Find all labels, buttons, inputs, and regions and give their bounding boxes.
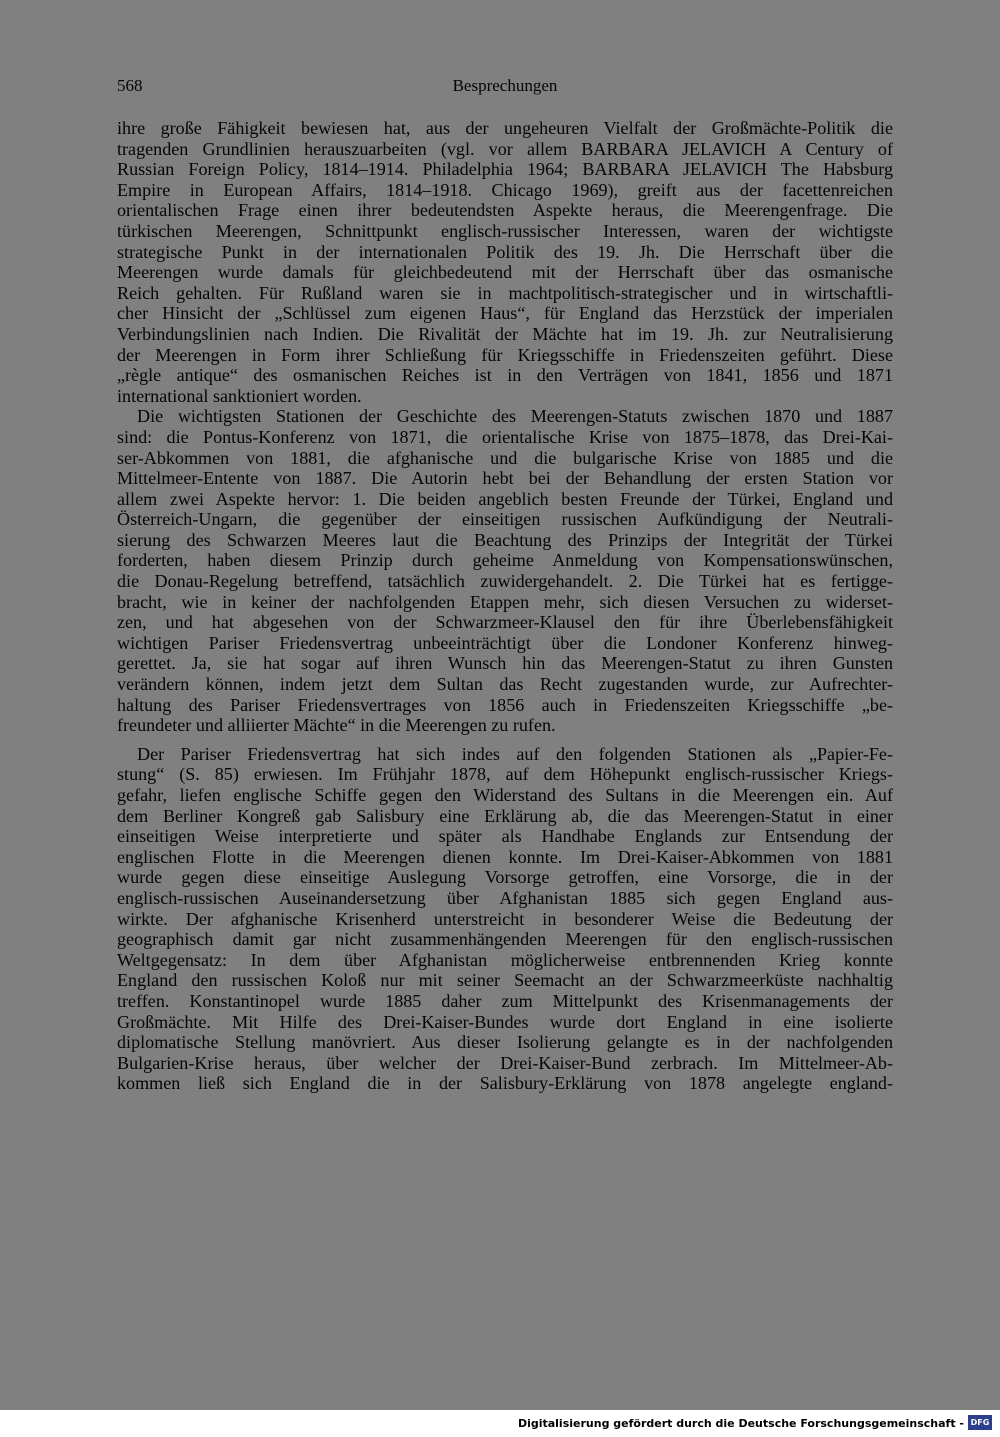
text-line: gefahr, liefen englische Schiffe gegen den Widerstand des Sultans in die Meerengen ein. Auf: [117, 785, 893, 805]
text-line: treffen. Konstantinopel wurde 1885 daher zum Mittelpunkt des Krisenmanagements der: [117, 990, 893, 1011]
footer-bar: [0, 1410, 1000, 1437]
text-line: zen, und hat abgesehen von der Schwarzmeer-Klausel den für ihre Überlebensfähigkeit: [117, 612, 893, 633]
text-line: englischen Flotte in die Meerengen dienen konnte. Im Drei-Kaiser-Abkommen von 1881: [117, 846, 893, 867]
dfg-logo: DFG: [968, 1415, 992, 1430]
text-line: cher Hinsicht der „Schlüssel zum eigenen Haus“, für England das Herzstück der imperialen: [117, 303, 893, 324]
text-line: stung“ (S. 85) erwiesen. Im Frühjahr 1878, auf dem Höhepunkt englisch-russischer Kriegs-: [117, 764, 893, 785]
text-line: sind: die Pontus-Konferenz von 1871, die orientalische Krise von 1875–1878, das Drei-Kai-: [117, 426, 893, 447]
text-line: Empire in European Affairs, 1814–1918. Chicago 1969), greift aus der facettenreichen: [117, 179, 893, 200]
funding-notice: Digitalisierung gefördert durch die Deutsche Forschungsgemeinschaft -: [517, 1417, 964, 1430]
text-line: Verbindungslinien nach Indien. Die Rivalität der Mächte hat im 19. Jh. zur Neutralisierung: [117, 323, 893, 344]
text-line: Weltgegensatz: In dem über Afghanistan möglicherweise entbrennenden Krieg konnte: [117, 949, 893, 970]
text-line: wurde gegen diese einseitige Auslegung Vorsorge getroffen, eine Vorsorge, die in der: [117, 867, 893, 888]
text-line: orientalischen Frage einen ihrer bedeutendsten Aspekte heraus, die Meerengenfrage. Die: [117, 200, 893, 221]
text-line: wirkte. Der afghanische Krisenherd unterstreicht in besonderer Weise die Bedeutung der: [117, 908, 893, 929]
text-line: der Meerengen in Form ihrer Schließung für Kriegsschiffe in Friedenszeiten geführt. Diese: [117, 344, 893, 365]
text-line: Mittelmeer-Entente von 1887. Die Autorin hebt bei der Behandlung der ersten Station vor: [117, 468, 893, 489]
text-line: englisch-russischen Auseinandersetzung über Afghanistan 1885 sich gegen England aus-: [117, 887, 893, 908]
text-line: England den russischen Koloß nur mit seiner Seemacht an der Schwarzmeerküste nachhaltig: [117, 970, 893, 991]
text-line: einseitigen Weise interpretierte und später als Handhabe Englands zur Entsendung der: [117, 826, 893, 847]
body-text: [117, 118, 893, 1115]
text-line: tragenden Grundlinien herauszuarbeiten (vgl. vor allem BARBARA JELAVICH A Century of: [117, 138, 893, 159]
page-header: [117, 76, 893, 100]
page-number: 568: [117, 76, 143, 95]
text-line: ser-Abkommen von 1881, die afghanische und die bulgarische Krise von 1885 und die: [117, 447, 893, 468]
text-line: [117, 1094, 893, 1115]
text-line: forderten, haben diesem Prinzip durch geheime Anmeldung von Kompensationswünschen,: [117, 550, 893, 571]
text-line: bracht, wie in keiner der nachfolgenden Etappen mehr, sich diesen Versuchen zu widerset-: [117, 591, 893, 612]
text-line: wichtigen Pariser Friedensvertrag unbeeinträchtigt über die Londoner Konferenz hinweg-: [117, 632, 893, 653]
text-line: verändern können, indem jetzt dem Sultan das Recht zugestanden wurde, zur Aufrechter-: [117, 674, 893, 695]
running-head: Besprechungen: [452, 76, 558, 95]
text-line: sierung des Schwarzen Meeres laut die Beachtung des Prinzips der Integrität der Türkei: [117, 529, 893, 550]
text-line: ihre große Fähigkeit bewiesen hat, aus der ungeheuren Vielfalt der Großmächte-Politik die: [117, 118, 893, 138]
text-line: strategische Punkt in der internationalen Politik des 19. Jh. Die Herrschaft über die: [117, 241, 893, 262]
text-line: allem zwei Aspekte hervor: 1. Die beiden angeblich besten Freunde der Türkei, England und: [117, 488, 893, 509]
text-line: türkischen Meerengen, Schnittpunkt englisch-russischer Interessen, waren der wichtigste: [117, 220, 893, 241]
text-line: Der Pariser Friedensvertrag hat sich indes auf den folgenden Stationen als „Papier-Fe-: [137, 743, 893, 764]
text-line: international sanktioniert worden.: [117, 385, 362, 406]
text-line: Die wichtigsten Stationen der Geschichte des Meerengen-Statuts zwischen 1870 und 1887: [137, 406, 893, 427]
text-line: freundeter und alliierter Mächte“ in die Meerengen zu rufen.: [117, 715, 556, 736]
text-line: Bulgarien-Krise heraus, über welcher der Drei-Kaiser-Bund zerbrach. Im Mittelmeer-Ab-: [117, 1052, 893, 1073]
text-line: Großmächte. Mit Hilfe des Drei-Kaiser-Bundes wurde dort England in eine isolierte: [117, 1011, 893, 1032]
text-line: diplomatische Stellung manövriert. Aus dieser Isolierung gelangte es in der nachfolgenden: [117, 1032, 893, 1053]
text-line: „règle antique“ des osmanischen Reiches ist in den Verträgen von 1841, 1856 und 1871: [117, 365, 893, 386]
text-line: die Donau-Regelung betreffend, tatsächlich zuwidergehandelt. 2. Die Türkei hat es fertigge-: [117, 571, 893, 592]
paragraph-gap: [117, 736, 893, 744]
text-line: geographisch damit gar nicht zusammenhängenden Meerengen für den englisch-russischen: [117, 929, 893, 950]
text-line: gerettet. Ja, sie hat sogar auf ihren Wunsch hin das Meerengen-Statut zu ihren Gunsten: [117, 653, 893, 674]
text-line: dem Berliner Kongreß gab Salisbury eine Erklärung ab, die das Meerengen-Statut in einer: [117, 805, 893, 826]
text-line: Österreich-Ungarn, die gegenüber der einseitigen russischen Aufkündigung der Neutrali-: [117, 509, 893, 530]
text-line: Reich gehalten. Für Rußland waren sie in machtpolitisch-strategischer und in wirtschaftli-: [117, 282, 893, 303]
text-line: haltung des Pariser Friedensvertrages von 1856 auch in Friedenszeiten Kriegsschiffe „be-: [117, 694, 893, 715]
text-line: Meerengen wurde damals für gleichbedeutend mit der Herrschaft über das osmanische: [117, 262, 893, 283]
text-line: kommen ließ sich England die in der Salisbury-Erklärung von 1878 angelegte england-: [117, 1073, 893, 1094]
text-line: Russian Foreign Policy, 1814–1914. Philadelphia 1964; BARBARA JELAVICH The Habsburg: [117, 159, 893, 180]
